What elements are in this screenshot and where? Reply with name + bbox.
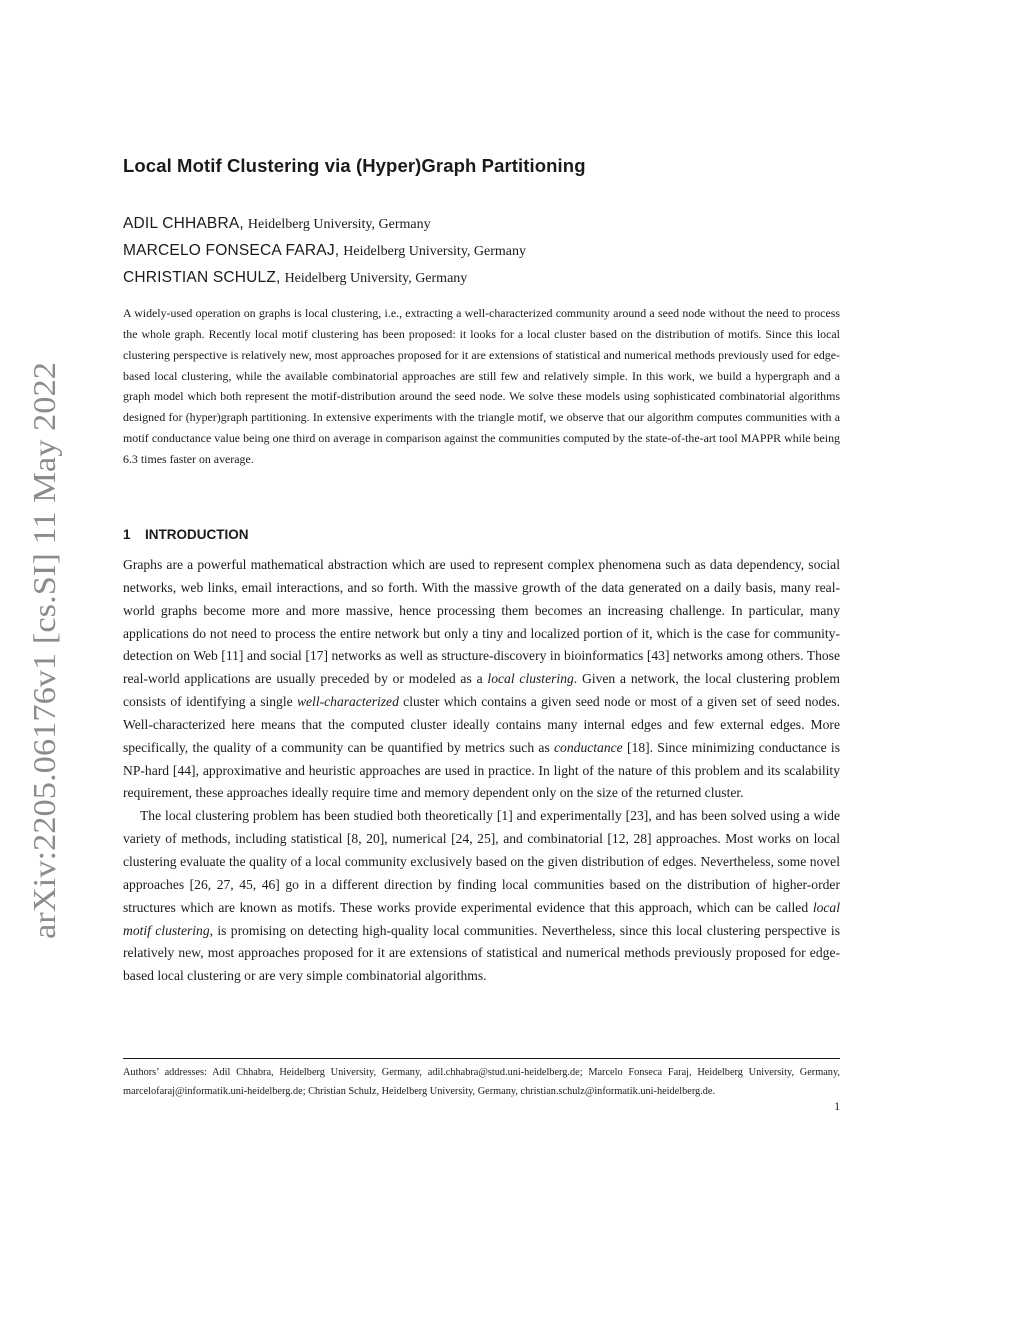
author-affiliation: Heidelberg University, Germany [284, 271, 468, 286]
text-run: cluster which contains a given seed node or most of a given set of seed nodes. Well-characterized here means that the computed cluster ideally contains many internal edges and few external edges. More specifically, the quality of a community can be quantified by metrics such as [123, 694, 840, 755]
emphasis: conductance [554, 739, 623, 755]
paragraph [123, 805, 840, 988]
abstract: A widely-used operation on graphs is local clustering, i.e., extracting a well-characterized community around a seed node without the need to process the whole graph. Recently local motif clustering has been proposed: it looks for a local cluster based on the distribution of motifs. Since this local clustering perspective is relatively new, most approaches proposed for it are extensions of statistical and numerical methods previously used for edge-based local clustering, while the available combinatorial approaches are still few and relatively simple. In this work, we build a hypergraph and a graph model which both represent the motif-distribution around the seed node. We solve these models using sophisticated combinatorial algorithms designed for (hyper)graph partitioning. In extensive experiments with the triangle motif, we observe that our algorithm computes communities with a motif conductance value being one third on average in comparison against the communities computed by the state-of-the-art tool MAPPR while being 6.3 times faster on average. [123, 306, 840, 466]
section-number: 1 [123, 527, 131, 542]
arxiv-stamp-svg [24, 362, 64, 939]
author-name: CHRISTIAN SCHULZ, [123, 269, 281, 286]
author-entry [123, 267, 840, 294]
emphasis: local clustering [487, 671, 574, 687]
emphasis: well-characterized [296, 694, 399, 710]
page-number: 1 [834, 1101, 840, 1113]
author-name: ADIL CHHABRA, [123, 215, 244, 232]
introduction-body [123, 554, 840, 988]
text-run: . Given a network, the local clustering problem consists of identifying a single [123, 671, 841, 710]
emphasis: local motif clustering [123, 899, 840, 938]
author-affiliation: Heidelberg University, Germany [247, 217, 431, 232]
text-run: [18]. Since minimizing conductance is NP-hard [44], approximative and heuristic approaches are used in practice. In light of the nature of this problem and its scalability requirement, these approaches ideally require time and memory dependent only on the size of the returned cluster. [123, 739, 841, 801]
author-affiliation: Heidelberg University, Germany [343, 244, 527, 259]
author-entry [123, 213, 840, 240]
footnote-rule [123, 1058, 840, 1059]
arxiv-id-text: arXiv:2205.06176v1 [cs.SI] 11 May 2022 [26, 403, 62, 939]
arxiv-identifier-stamp [24, 362, 64, 939]
author-name: MARCELO FONSECA FARAJ, [123, 242, 340, 259]
section-title: INTRODUCTION [145, 527, 249, 542]
author-entry [123, 240, 840, 267]
text-run: The local clustering problem has been studied both theoretically [1] and experimentally [23], and has been solved using a wide variety of methods, including statistical [8, 20], numerical [24, 25], and combinatorial [12, 28] approaches. Most works on local clustering evaluate the quality of a local community exclusively based on the given distribution of edges. Nevertheless, some novel approaches [26, 27, 45, 46] go in a different direction by finding local communities based on the distribution of higher-order structures which are known as motifs. These works provide experimental evidence that this approach, which can be called [123, 808, 840, 915]
text-run: Graphs are a powerful mathematical abstraction which are used to represent complex phenomena such as data dependency, social networks, web links, email interactions, and so forth. With the massive growth of the data generated on a daily basis, many real-world graphs become more and more massive, hence processing them becomes an increasing challenge. In particular, many applications do not need to process the entire network but only a tiny and localized portion of it, which is the case for community-detection on Web [11] and social [17] networks as well as structure-discovery in bioinformatics [43] networks among others. Those real-world applications are usually preceded by or modeled as a [123, 557, 840, 687]
text-run: , is promising on detecting high-quality local communities. Nevertheless, since this local clustering perspective is relatively new, most approaches proposed for it are extensions of statistical and numerical methods previously proposed for edge-based local clustering or are very simple combinatorial algorithms. [123, 922, 840, 984]
paper-title: Local Motif Clustering via (Hyper)Graph Partitioning [123, 155, 586, 176]
author-list [123, 213, 840, 294]
section-heading [123, 527, 249, 542]
authors-addresses-footnote: Authors’ addresses: Adil Chhabra, Heidelberg University, Germany, adil.chhabra@stud.uni-heidelberg.de; Marcelo Fonseca Faraj, Heidelberg University, Germany, marcelofaraj@informatik.uni-heidelberg.de; Christian Schulz, Heidelberg University, Germany, christian.schulz@informatik.uni-heidelberg.de. [123, 1067, 840, 1097]
paragraph [123, 554, 840, 805]
